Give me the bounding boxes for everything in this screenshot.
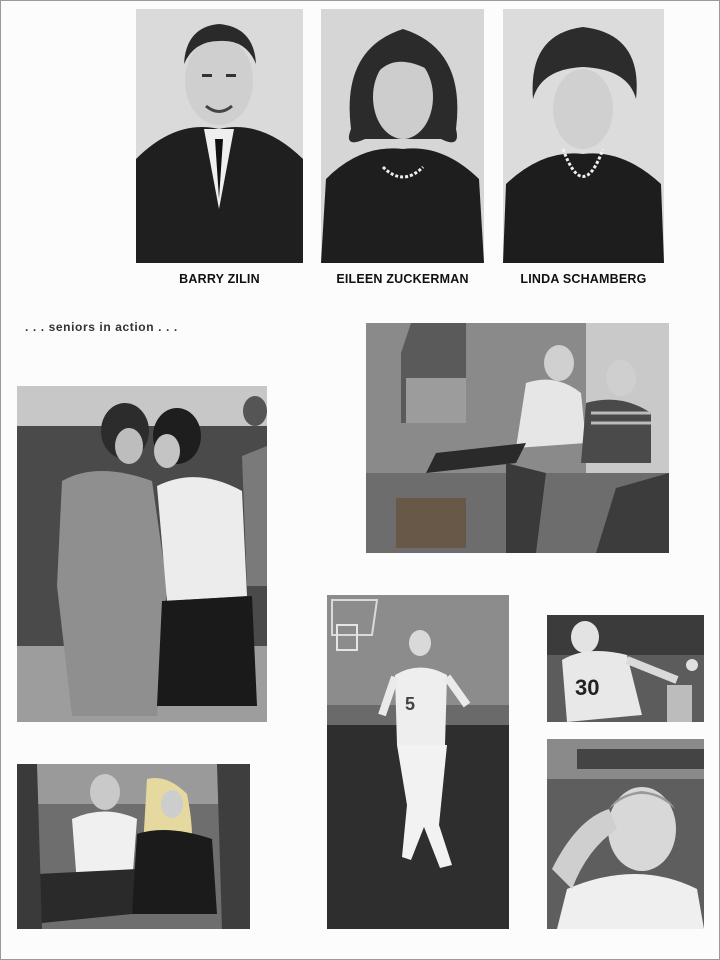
portrait-caption: BARRY ZILIN [179, 272, 260, 286]
portrait-eileen-zuckerman [321, 9, 484, 263]
jersey-number: 30 [575, 675, 600, 700]
photo-students-lounging [366, 323, 669, 553]
photo-crowd-sitting [17, 764, 250, 929]
jersey-number: 5 [405, 694, 416, 714]
photo-two-girls [17, 386, 267, 722]
portrait-linda-schamberg [503, 9, 664, 263]
portrait-caption: LINDA SCHAMBERG [520, 272, 647, 286]
photo-gym-runner [327, 595, 509, 929]
photo-saluting-boy [547, 739, 704, 929]
photo-football-player [547, 615, 704, 722]
portrait-caption: EILEEN ZUCKERMAN [336, 272, 469, 286]
section-title: . . . seniors in action . . . [25, 320, 178, 334]
portrait-barry-zilin [136, 9, 303, 263]
